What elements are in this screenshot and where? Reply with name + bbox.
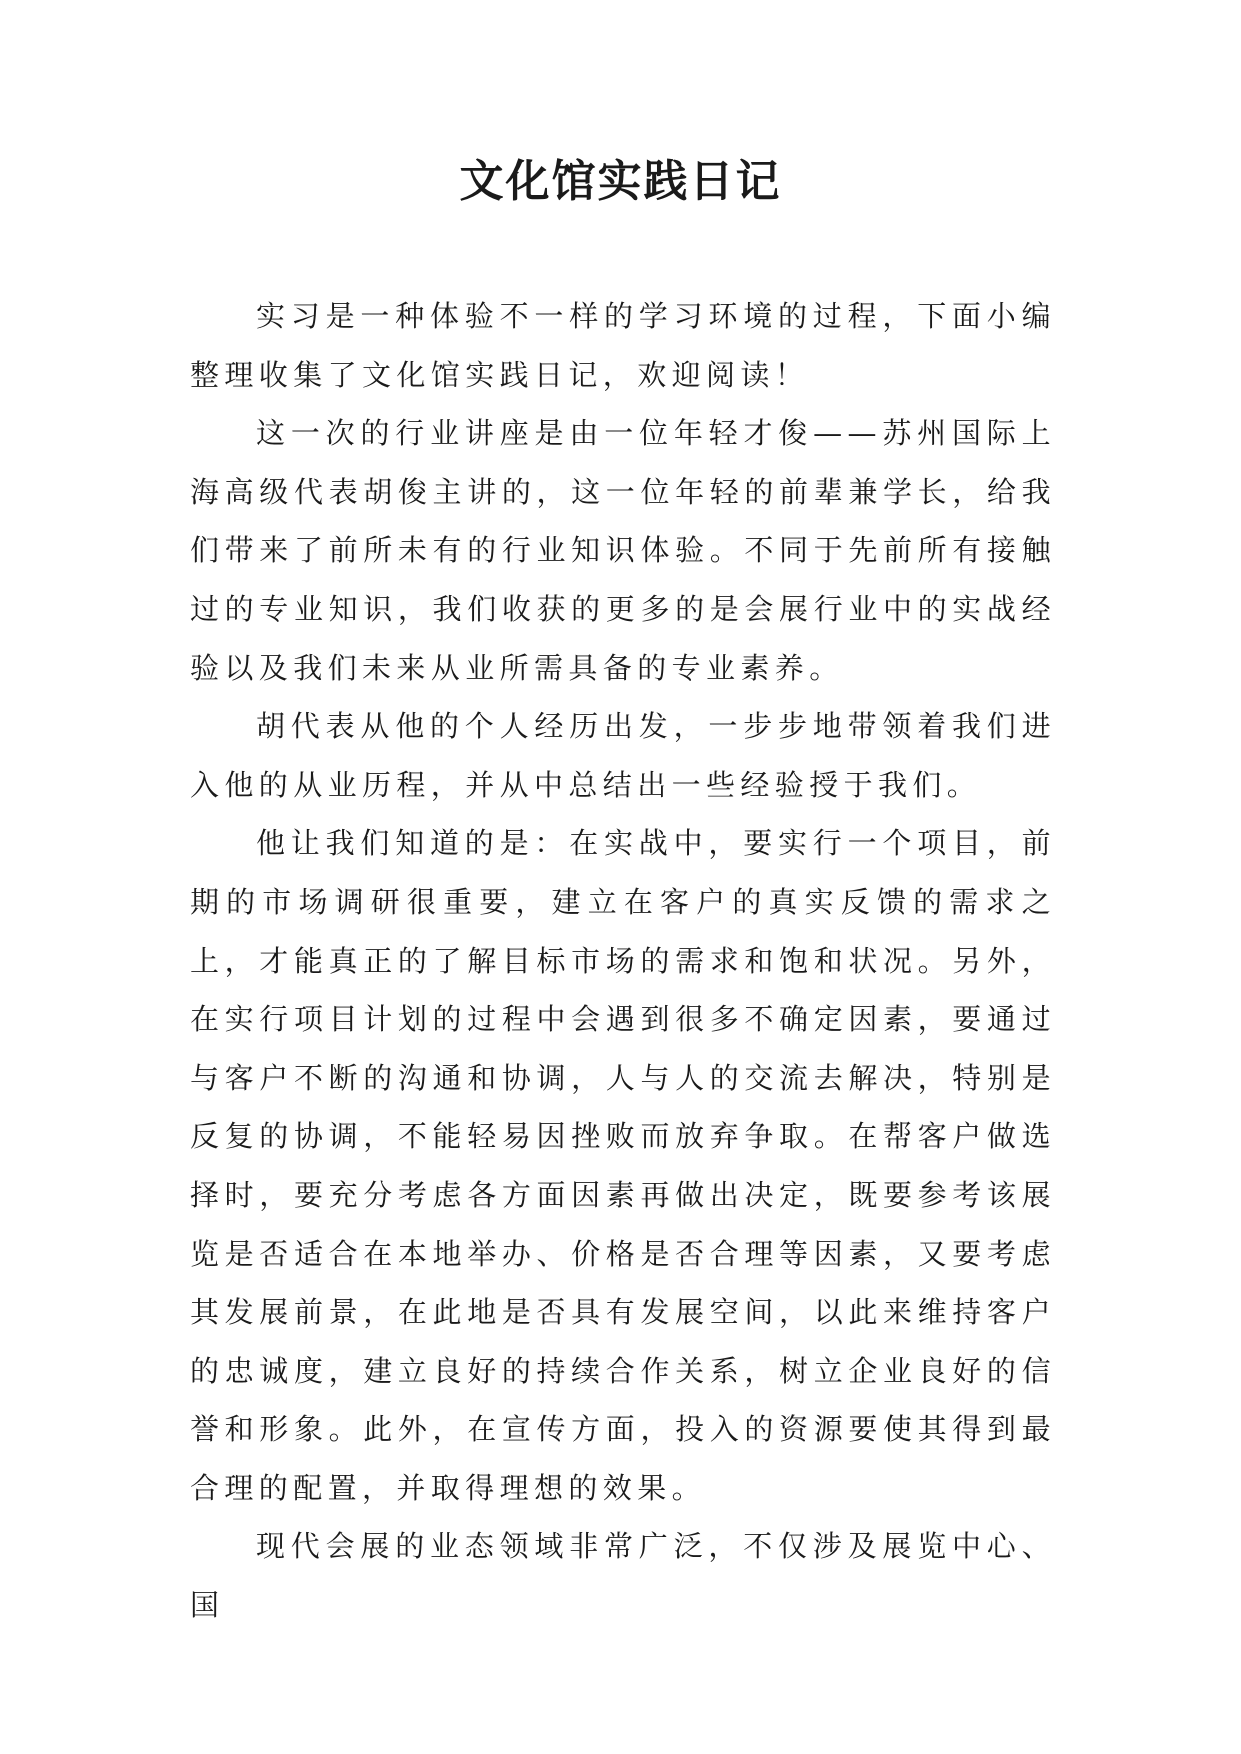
paragraph-lecture: 这一次的行业讲座是由一位年轻才俊——苏州国际上海高级代表胡俊主讲的，这一位年轻的前辈兼学长，给我们带来了前所未有的行业知识体验。不同于先前所有接触过的专业知识，我们收获的更多的是会展行业中的实战经验以及我们未来从业所需具备的专业素养。 bbox=[190, 416, 1056, 685]
paragraph-experience: 胡代表从他的个人经历出发，一步步地带领着我们进入他的从业历程，并从中总结出一些经验授于我们。 bbox=[190, 709, 1056, 802]
document-body bbox=[190, 287, 1056, 1635]
paragraph-lessons: 他让我们知道的是：在实战中，要实行一个项目，前期的市场调研很重要，建立在客户的真实反馈的需求之上，才能真正的了解目标市场的需求和饱和状况。另外，在实行项目计划的过程中会遇到很多不确定因素，要通过与客户不断的沟通和协调，人与人的交流去解决，特别是反复的协调，不能轻易因挫败而放弃争取。在帮客户做选择时，要充分考虑各方面因素再做出决定，既要参考该展览是否适合在本地举办、价格是否合理等因素，又要考虑其发展前景，在此地是否具有发展空间，以此来维持客户的忠诚度，建立良好的持续合作关系，树立企业良好的信誉和形象。此外，在宣传方面，投入的资源要使其得到最合理的配置，并取得理想的效果。 bbox=[190, 826, 1056, 1505]
paragraph-exhibition: 现代会展的业态领域非常广泛，不仅涉及展览中心、国 bbox=[190, 1529, 1056, 1623]
document-title: 文化馆实践日记 bbox=[459, 156, 782, 207]
paragraph-intro: 实习是一种体验不一样的学习环境的过程，下面小编整理收集了文化馆实践日记，欢迎阅读！ bbox=[190, 299, 1056, 392]
